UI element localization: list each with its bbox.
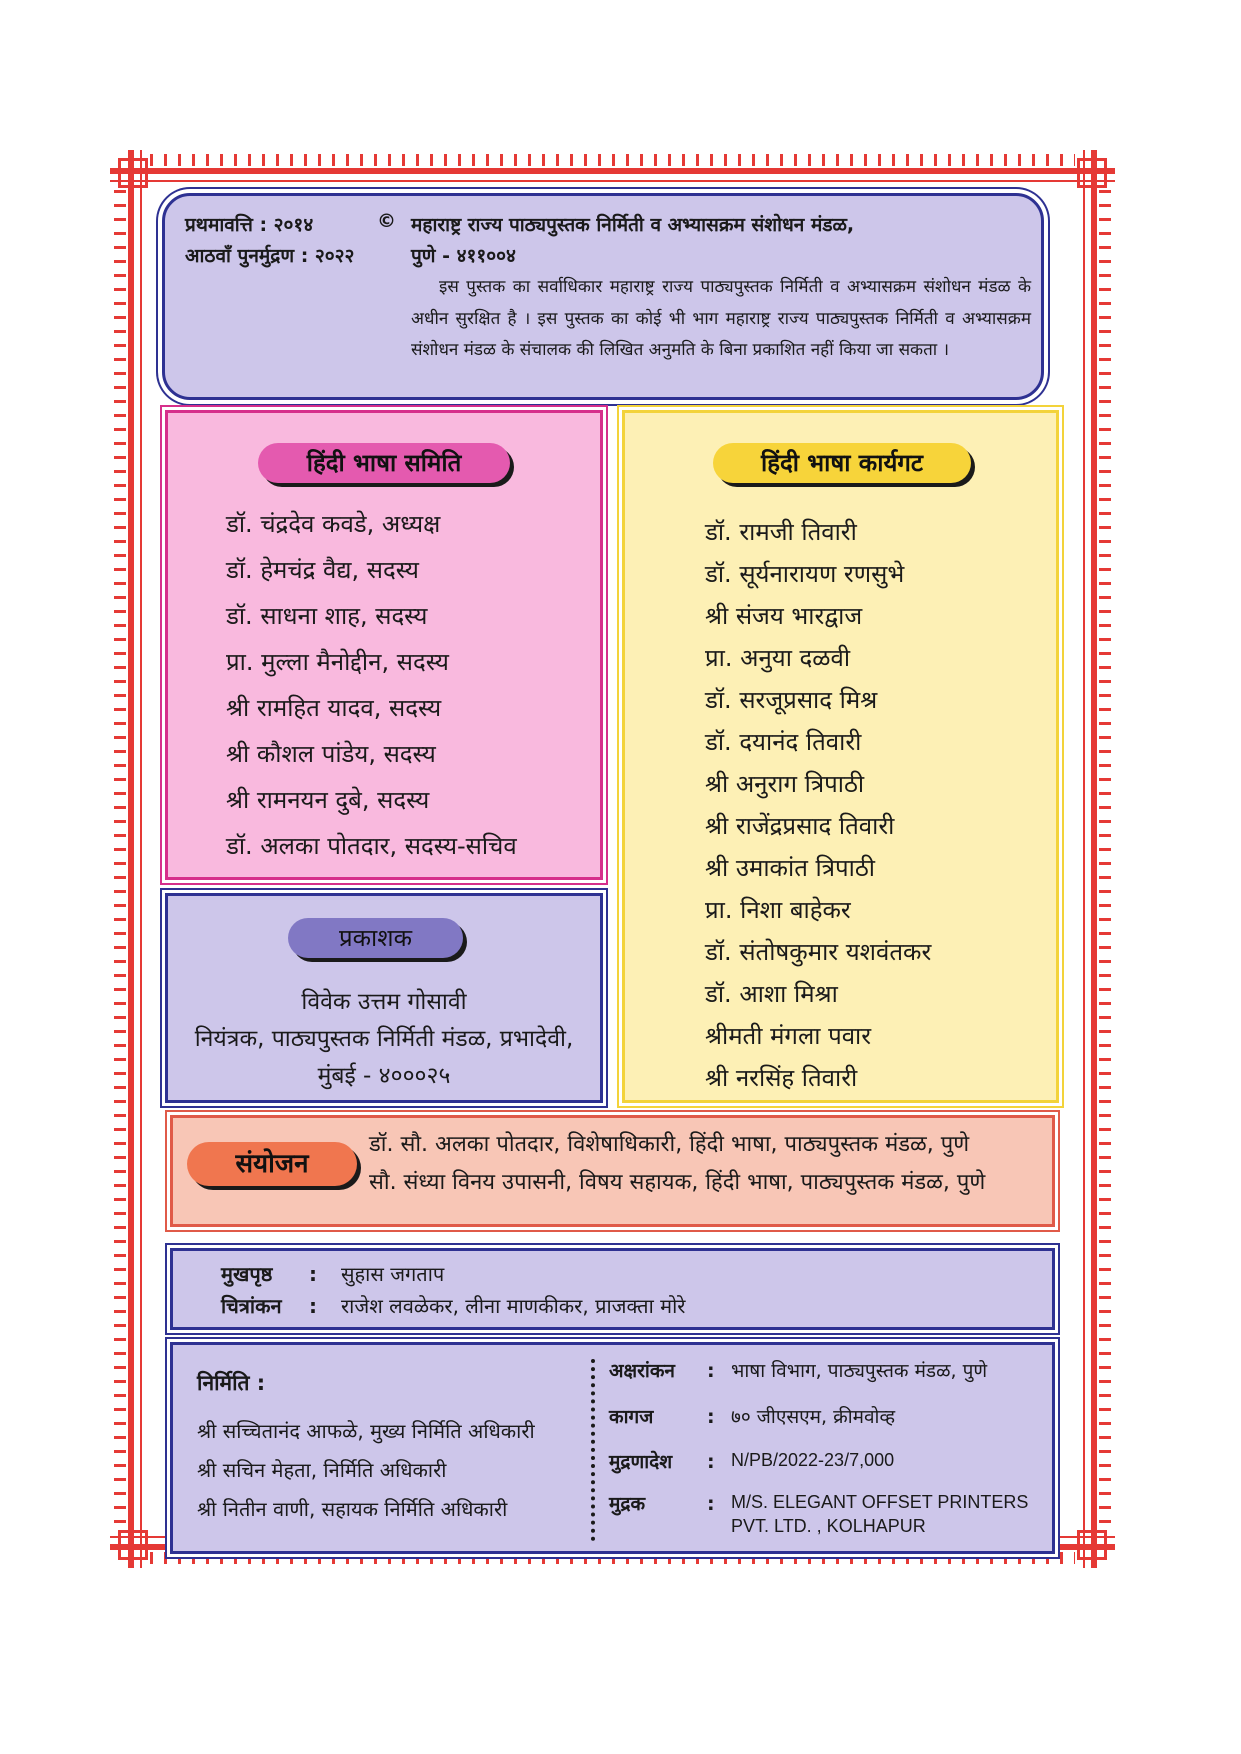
colon: : xyxy=(707,1406,715,1428)
karyagat-members xyxy=(705,511,931,1099)
prakashak-details xyxy=(168,984,600,1095)
typesetting-label: अक्षरांकन xyxy=(609,1360,675,1382)
border-rail xyxy=(128,150,134,1568)
list-item: प्रा. निशा बाहेकर xyxy=(705,896,851,924)
prakashak-box xyxy=(165,893,603,1103)
colon: : xyxy=(309,1262,317,1286)
border-rail xyxy=(110,168,1115,174)
illustration-row xyxy=(221,1289,685,1323)
production-members xyxy=(197,1412,535,1529)
copyright-box xyxy=(162,193,1044,400)
publisher-info xyxy=(411,210,1031,272)
border-corner xyxy=(118,158,148,188)
list-item: डॉ. सूर्यनारायण रणसुभे xyxy=(705,560,905,588)
list-item: श्री नितीन वाणी, सहायक निर्मिति अधिकारी xyxy=(197,1497,508,1521)
copyright-symbol: © xyxy=(377,210,396,232)
first-edition: प्रथमावत्ति : २०१४ xyxy=(185,214,314,236)
list-item: डॉ. हेमचंद्र वैद्य, सदस्य xyxy=(226,556,419,584)
cover-label: मुखपृष्ठ xyxy=(221,1262,273,1286)
copyright-notice: इस पुस्तक का सर्वाधिकार महाराष्ट्र राज्य पाठ्यपुस्तक निर्मिती व अभ्यासक्रम संशोधन मंडळ के अधीन सुरक्षित है । इस पुस्तक का कोई भी भाग महाराष्ट्र राज्य पाठ्यपुस्तक निर्मिती व अभ्यासक्रम संशोधन मंडळ के संचालक की लिखित अनुमति के बिना प्रकाशित नहीं किया जा सकता । xyxy=(411,277,1031,360)
typesetting-row xyxy=(609,1357,987,1383)
print-order-value: N/PB/2022-23/7,000 xyxy=(731,1450,895,1470)
samiti-title: हिंदी भाषा समिति xyxy=(258,443,510,483)
cover-value: सुहास जगताप xyxy=(341,1262,445,1286)
border-pattern xyxy=(1099,190,1111,1528)
production-title: निर्मिति : xyxy=(197,1371,266,1395)
colon: : xyxy=(707,1451,715,1473)
list-item: श्री संजय भारद्वाज xyxy=(705,602,863,630)
samiti-members xyxy=(226,501,517,869)
border-pattern xyxy=(150,154,1075,166)
list-item: श्री अनुराग त्रिपाठी xyxy=(705,770,865,798)
karyagat-title: हिंदी भाषा कार्यगट xyxy=(713,443,971,483)
printer-value xyxy=(731,1490,1028,1538)
reprint-edition: आठवाँ पुनर्मुद्रण : २०२२ xyxy=(185,245,355,267)
list-item: श्री सचिन मेहता, निर्मिति अधिकारी xyxy=(197,1458,447,1482)
prakashak-city: मुंबई - ४०००२५ xyxy=(317,1063,451,1089)
printer-row xyxy=(609,1490,1028,1538)
cover-credits-box xyxy=(170,1248,1055,1330)
illustration-value: राजेश लवळेकर, लीना माणकीकर, प्राजक्ता मोरे xyxy=(341,1294,686,1318)
colon: : xyxy=(707,1493,715,1515)
border-corner xyxy=(1077,158,1107,188)
print-order-label: मुद्रणादेश xyxy=(609,1451,673,1473)
border-corner xyxy=(1077,1530,1107,1560)
list-item: श्री राजेंद्रप्रसाद तिवारी xyxy=(705,812,895,840)
edition-info xyxy=(185,210,354,272)
samiti-box xyxy=(165,410,603,880)
publisher-name: महाराष्ट्र राज्य पाठ्यपुस्तक निर्मिती व अभ्यासक्रम संशोधन मंडळ, xyxy=(411,214,855,236)
list-item: डॉ. आशा मिश्रा xyxy=(705,980,838,1008)
karyagat-box xyxy=(622,410,1059,1103)
paper-value: ७० जीएसएम, क्रीमवोव्ह xyxy=(731,1406,896,1428)
dotted-divider xyxy=(591,1359,595,1541)
list-item: श्रीमती मंगला पवार xyxy=(705,1022,872,1050)
paper-row xyxy=(609,1403,895,1429)
paper-label: कागज xyxy=(609,1406,654,1428)
sanyojan-lines xyxy=(369,1126,985,1202)
list-item: श्री उमाकांत त्रिपाठी xyxy=(705,854,875,882)
sanyojan-title: संयोजन xyxy=(187,1142,357,1186)
sanyojan-box xyxy=(170,1115,1055,1227)
production-box xyxy=(170,1342,1055,1554)
sanyojan-line: डॉ. सौ. अलका पोतदार, विशेषाधिकारी, हिंदी भाषा, पाठ्यपुस्तक मंडळ, पुणे xyxy=(369,1132,970,1157)
illustration-label: चित्रांकन xyxy=(221,1294,282,1318)
sanyojan-line: सौ. संध्या विनय उपासनी, विषय सहायक, हिंदी भाषा, पाठ्यपुस्तक मंडळ, पुणे xyxy=(369,1170,986,1195)
print-order-row xyxy=(609,1448,894,1474)
publisher-city: पुणे - ४११००४ xyxy=(411,245,516,267)
list-item: श्री नरसिंह तिवारी xyxy=(705,1064,858,1092)
typesetting-value: भाषा विभाग, पाठ्यपुस्तक मंडळ, पुणे xyxy=(731,1360,988,1382)
printer-value-line: PVT. LTD. , KOLHAPUR xyxy=(731,1516,926,1536)
list-item: श्री रामनयन दुबे, सदस्य xyxy=(226,786,430,814)
cover-row xyxy=(221,1257,444,1291)
list-item: डॉ. अलका पोतदार, सदस्य-सचिव xyxy=(226,832,517,860)
colon: : xyxy=(707,1360,715,1382)
list-item: प्रा. मुल्ला मैनोद्दीन, सदस्य xyxy=(226,648,449,676)
colon: : xyxy=(309,1294,317,1318)
printer-label: मुद्रक xyxy=(609,1493,646,1515)
list-item: डॉ. दयानंद तिवारी xyxy=(705,728,862,756)
border-rail xyxy=(1083,150,1085,1568)
border-rail xyxy=(1091,150,1097,1568)
prakashak-name: विवेक उत्तम गोसावी xyxy=(301,989,467,1015)
border-pattern xyxy=(114,190,126,1528)
border-corner xyxy=(118,1530,148,1560)
border-rail xyxy=(110,180,1115,182)
printer-value-line: M/S. ELEGANT OFFSET PRINTERS xyxy=(731,1492,1029,1512)
list-item: डॉ. सरजूप्रसाद मिश्र xyxy=(705,686,878,714)
list-item: डॉ. चंद्रदेव कवडे, अध्यक्ष xyxy=(226,510,441,538)
list-item: डॉ. साधना शाह, सदस्य xyxy=(226,602,428,630)
list-item: श्री सच्चितानंद आफळे, मुख्य निर्मिति अधिकारी xyxy=(197,1419,535,1443)
list-item: डॉ. संतोषकुमार यशवंतकर xyxy=(705,938,932,966)
border-rail xyxy=(140,150,142,1568)
prakashak-title: प्रकाशक xyxy=(288,918,463,958)
list-item: प्रा. अनुया दळवी xyxy=(705,644,851,672)
list-item: श्री कौशल पांडेय, सदस्य xyxy=(226,740,436,768)
prakashak-designation: नियंत्रक, पाठ्यपुस्तक निर्मिती मंडळ, प्रभादेवी, xyxy=(194,1026,574,1052)
list-item: डॉ. रामजी तिवारी xyxy=(705,518,857,546)
list-item: श्री रामहित यादव, सदस्य xyxy=(226,694,442,722)
